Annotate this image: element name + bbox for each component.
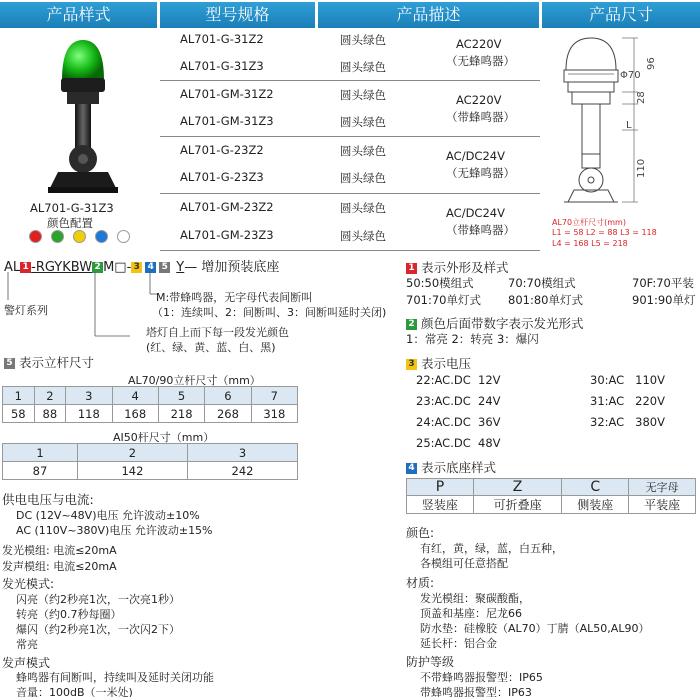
supply-ac: AC (110V~380V)电压 允许波动±15% bbox=[16, 524, 213, 537]
color-title: 颜色: bbox=[406, 526, 435, 540]
row-divider bbox=[160, 250, 540, 251]
voltage-label: AC/DC24V bbox=[446, 149, 505, 163]
buzzer-note-2: （1：连续叫、2：间断叫、3：间断叫延时关闭) bbox=[152, 306, 387, 319]
model-desc: 圆头绿色 bbox=[340, 171, 386, 185]
dim-l: L bbox=[626, 120, 632, 131]
shape-option: 801:80单灯式 bbox=[508, 293, 583, 307]
pole-size-title: AL70立杆尺寸(mm) bbox=[552, 218, 626, 227]
code-colors: -RGYKBW bbox=[31, 260, 93, 275]
section2-title: 颜色后面带数字表示发光形式 bbox=[420, 316, 584, 331]
section1-badge: 1 bbox=[406, 263, 417, 274]
table-cell: 6 bbox=[205, 387, 251, 405]
protection-line-1: 不带蜂鸣器报警型：IP65 bbox=[420, 671, 543, 684]
color-dot-red bbox=[29, 230, 42, 243]
supply-dc: DC (12V~48V)电压 允许波动±10% bbox=[16, 509, 200, 522]
mode-rotate: 转亮（约0.7秒每圈） bbox=[16, 608, 122, 621]
al70-table-title: AL70/90立杆尺寸（mm） bbox=[128, 374, 261, 387]
color-dot-yellow bbox=[73, 230, 86, 243]
row-divider bbox=[160, 136, 540, 137]
material-line-3: 防水垫：硅橡胶（AL70）丁腈（AL50,AL90） bbox=[420, 622, 650, 635]
table-cell: 3 bbox=[187, 444, 297, 462]
table-cell: 7 bbox=[251, 387, 297, 405]
table-cell: 218 bbox=[158, 405, 204, 423]
shape-option: 50:50模组式 bbox=[406, 276, 474, 290]
material-line-4: 延长杆：铝合金 bbox=[420, 637, 497, 650]
header-product-style: 产品样式 bbox=[0, 2, 157, 28]
dimension-drawing bbox=[546, 30, 696, 218]
table-cell: 318 bbox=[251, 405, 297, 423]
voltage-label: AC220V bbox=[456, 93, 502, 107]
section2-heading bbox=[406, 314, 584, 332]
pole-size-line2: L4 = 168 L5 = 218 bbox=[552, 239, 628, 248]
shape-option: 70:70模组式 bbox=[508, 276, 576, 290]
al50-table-title: AI50杆尺寸（mm） bbox=[113, 431, 215, 444]
sound-title: 发声模式 bbox=[2, 656, 51, 670]
section4-title: 表示底座样式 bbox=[420, 460, 496, 475]
buzzer-note: （带蜂鸣器） bbox=[446, 223, 515, 237]
color-dot-green bbox=[51, 230, 64, 243]
table-cell: 2 bbox=[34, 387, 66, 405]
table-cell: 无字母 bbox=[629, 479, 696, 496]
led-current: 发光模组: 电流≤20mA bbox=[2, 544, 117, 557]
shape-option: 70F:70平装 bbox=[632, 276, 694, 290]
table-cell: 168 bbox=[112, 405, 158, 423]
al50-pole-table bbox=[2, 443, 298, 480]
mode-flash: 闪亮（约2秒亮1次，一次亮1秒） bbox=[16, 593, 180, 606]
pole-size-line1: L1 = 58 L2 = 88 L3 = 118 bbox=[552, 228, 657, 237]
protection-line-2: 带蜂鸣器报警型：IP63 bbox=[420, 686, 532, 697]
dim-96: 96 bbox=[646, 57, 657, 70]
voltage-option: 23:AC.DC 24V bbox=[416, 394, 501, 408]
code-buzzer: M□- bbox=[103, 260, 132, 275]
color-dot-blue bbox=[95, 230, 108, 243]
color-config-label: 颜色配置 bbox=[47, 216, 93, 230]
header-model-spec: 型号规格 bbox=[160, 2, 315, 28]
table-cell: 侧装座 bbox=[562, 496, 629, 514]
table-cell: 1 bbox=[3, 444, 78, 462]
buzzer-note: （带蜂鸣器） bbox=[446, 110, 515, 124]
code-prefix: AL bbox=[4, 260, 21, 275]
section3-title: 表示电压 bbox=[420, 356, 471, 371]
model-code: AL701-GM-31Z2 bbox=[180, 87, 274, 101]
model-desc: 圆头绿色 bbox=[340, 229, 386, 243]
model-code: AL701-G-31Z3 bbox=[180, 59, 264, 73]
section1-heading bbox=[406, 258, 509, 276]
code-badge-2: 2 bbox=[92, 262, 103, 273]
dim-110: 110 bbox=[636, 158, 647, 178]
code-badge-3: 3 bbox=[131, 262, 142, 273]
table-cell: 58 bbox=[3, 405, 35, 423]
voltage-option: 32:AC 380V bbox=[590, 415, 665, 429]
color-note-2: (红、绿、黄、蓝、白、黑) bbox=[146, 341, 276, 354]
code-tail: — 增加预装底座 bbox=[184, 260, 280, 275]
header-dimensions: 产品尺寸 bbox=[542, 2, 700, 28]
section1-title: 表示外形及样式 bbox=[420, 260, 509, 275]
model-code: AL701-GM-31Z3 bbox=[180, 114, 274, 128]
voltage-option: 30:AC 110V bbox=[590, 373, 665, 387]
series-label: 警灯系列 bbox=[4, 304, 48, 317]
voltage-label: AC/DC24V bbox=[446, 206, 505, 220]
table-cell: 5 bbox=[158, 387, 204, 405]
product-caption: AL701-G-31Z3 bbox=[30, 201, 114, 215]
code-badge-1: 1 bbox=[20, 262, 31, 273]
voltage-option: 22:AC.DC 12V bbox=[416, 373, 501, 387]
table-cell: 2 bbox=[77, 444, 187, 462]
row-divider bbox=[160, 80, 540, 81]
color-dots bbox=[29, 230, 139, 244]
protection-title: 防护等级 bbox=[406, 655, 455, 669]
table-cell: C bbox=[562, 479, 629, 496]
model-code: AL701-GM-23Z3 bbox=[180, 228, 274, 242]
color-dot-white bbox=[117, 230, 130, 243]
table-cell: 118 bbox=[66, 405, 112, 423]
voltage-label: AC220V bbox=[456, 37, 502, 51]
table-cell: 可折叠座 bbox=[473, 496, 561, 514]
light-modes: 1：常亮 2：转亮 3：爆闪 bbox=[406, 332, 539, 346]
color-line-1: 有红，黄，绿，蓝，白五种， bbox=[420, 542, 563, 555]
table-cell: 4 bbox=[112, 387, 158, 405]
table-cell: 3 bbox=[66, 387, 112, 405]
buzzer-note: （无蜂鸣器） bbox=[446, 166, 515, 180]
voltage-option: 31:AC 220V bbox=[590, 394, 665, 408]
model-list bbox=[160, 28, 540, 252]
code-badge-4: 4 bbox=[145, 262, 156, 273]
table-cell: 88 bbox=[34, 405, 66, 423]
section5-title: 表示立杆尺寸 bbox=[18, 355, 94, 370]
section2-badge: 2 bbox=[406, 319, 417, 330]
mode-steady: 常亮 bbox=[16, 638, 38, 651]
material-line-1: 发光模组：聚碳酸酯， bbox=[420, 592, 530, 605]
model-desc: 圆头绿色 bbox=[340, 115, 386, 129]
row-divider bbox=[160, 193, 540, 194]
section4-heading bbox=[406, 458, 496, 476]
shape-option: 901:90单灯 bbox=[632, 293, 696, 307]
model-desc: 圆头绿色 bbox=[340, 60, 386, 74]
buzzer-current: 发声模组: 电流≤20mA bbox=[2, 560, 117, 573]
table-cell: 242 bbox=[187, 462, 297, 480]
dim-phi: Φ70 bbox=[620, 70, 641, 81]
buzzer-note: （无蜂鸣器） bbox=[446, 54, 515, 68]
table-cell: P bbox=[407, 479, 474, 496]
voltage-option: 24:AC.DC 36V bbox=[416, 415, 501, 429]
table-cell: 竖装座 bbox=[407, 496, 474, 514]
mode-strobe: 爆闪（约2秒亮1次，一次闪2下） bbox=[16, 623, 180, 636]
model-desc: 圆头绿色 bbox=[340, 144, 386, 158]
buzzer-note-1: M:带蜂鸣器，无字母代表间断叫 bbox=[156, 291, 313, 304]
code-badge-5: 5 bbox=[159, 262, 170, 273]
color-line-2: 各模组可任意搭配 bbox=[420, 557, 508, 570]
header-description: 产品描述 bbox=[318, 2, 539, 28]
table-cell: 87 bbox=[3, 462, 78, 480]
model-desc: 圆头绿色 bbox=[340, 33, 386, 47]
section3-heading bbox=[406, 354, 471, 372]
table-cell: Z bbox=[473, 479, 561, 496]
material-title: 材质: bbox=[406, 576, 435, 590]
sound-features: 蜂鸣器有间断叫，持续叫及延时关闭功能 bbox=[16, 671, 214, 684]
table-cell: 268 bbox=[205, 405, 251, 423]
section3-badge: 3 bbox=[406, 359, 417, 370]
model-desc: 圆头绿色 bbox=[340, 201, 386, 215]
section5-heading bbox=[4, 353, 94, 371]
model-desc: 圆头绿色 bbox=[340, 88, 386, 102]
color-note-1: 塔灯自上而下每一段发光颜色 bbox=[146, 326, 289, 339]
model-code: AL701-G-31Z2 bbox=[180, 32, 264, 46]
product-image bbox=[30, 32, 140, 197]
al70-pole-table bbox=[2, 386, 298, 423]
code-base-y: Y bbox=[176, 260, 185, 275]
table-cell: 平装座 bbox=[629, 496, 696, 514]
dim-28: 28 bbox=[636, 91, 647, 104]
table-cell: 142 bbox=[77, 462, 187, 480]
model-code: AL701-G-23Z2 bbox=[180, 143, 264, 157]
table-cell: 1 bbox=[3, 387, 35, 405]
material-line-2: 顶盖和基座：尼龙66 bbox=[420, 607, 522, 620]
model-code: AL701-G-23Z3 bbox=[180, 170, 264, 184]
section5-badge: 5 bbox=[4, 358, 15, 369]
voltage-option: 25:AC.DC 48V bbox=[416, 436, 501, 450]
sound-volume: 音量：100dB（一米处) bbox=[16, 686, 133, 697]
model-code: AL701-GM-23Z2 bbox=[180, 200, 274, 214]
modes-title: 发光模式: bbox=[2, 577, 55, 591]
section4-badge: 4 bbox=[406, 463, 417, 474]
supply-title: 供电电压与电流: bbox=[2, 492, 94, 507]
shape-option: 701:70单灯式 bbox=[406, 293, 481, 307]
base-style-table bbox=[406, 478, 696, 514]
